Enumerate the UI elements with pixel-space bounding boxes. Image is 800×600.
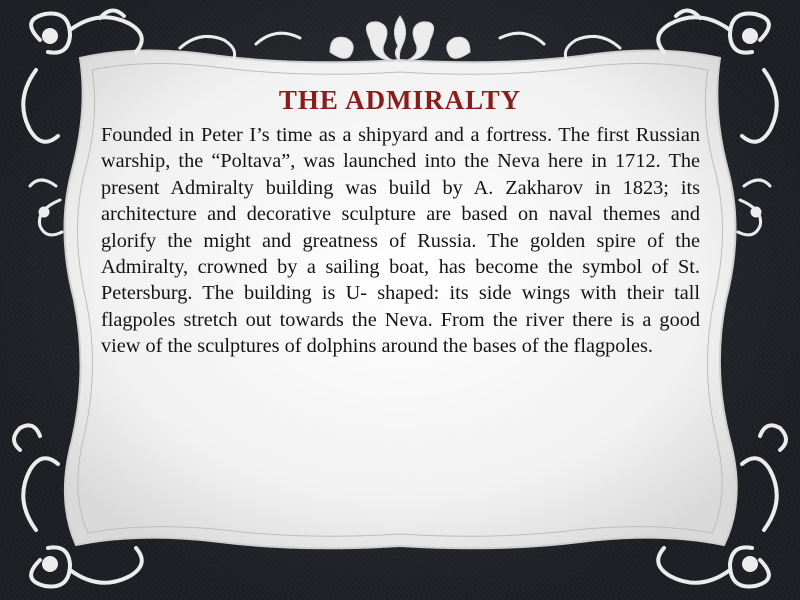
slide-body-text: Founded in Peter I’s time as a shipyard and a fortress. The first Russian warship, the “Poltava”, was launched into the Neva here in 1712. The present Admiralty building was build by A. Zakharov in 1823; its architecture and decorative sculpture are based on naval themes and glorify the might and greatness of Russia. The golden spire of the Admiralty, crowned by a sailing boat, has become the symbol of St. Petersburg. The building is U- shaped: its side wings with their tall flagpoles stretch out towards the Neva. From the river there is a good view of the sculptures of dolphins around the bases of the flagpoles.: [101, 124, 700, 358]
top-crest-ornament: [330, 16, 470, 62]
slide-title: THE ADMIRALTY: [278, 85, 522, 115]
right-side-ornament: [738, 180, 770, 235]
left-side-ornament: [30, 180, 62, 235]
